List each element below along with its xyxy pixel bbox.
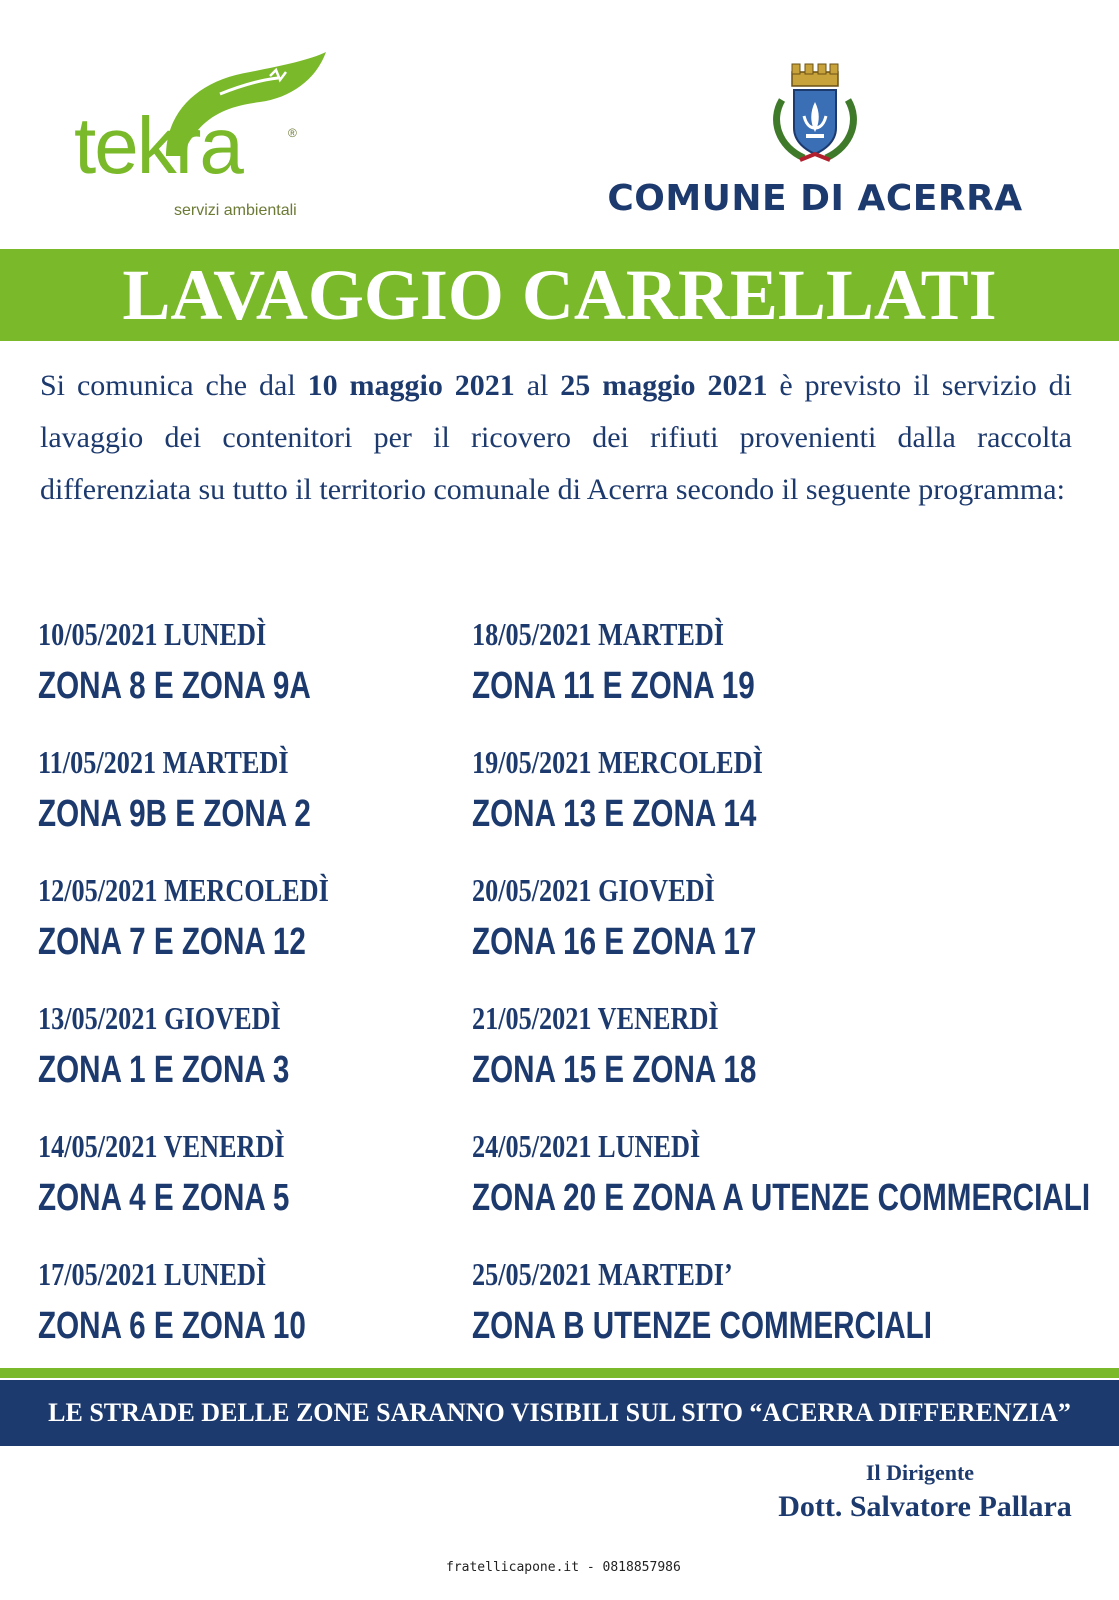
schedule-zones: ZONA B UTENZE COMMERCIALI bbox=[472, 1305, 932, 1347]
comune-name: COMUNE DI ACERRA bbox=[607, 178, 1023, 219]
schedule-date: 21/05/2021 VENERDÌ bbox=[472, 1000, 719, 1036]
schedule-date: 25/05/2021 MARTEDI’ bbox=[472, 1256, 733, 1292]
schedule-zones: ZONA 15 E ZONA 18 bbox=[472, 1049, 757, 1091]
crest-icon bbox=[760, 60, 870, 170]
schedule-item bbox=[38, 1126, 360, 1222]
schedule-date: 10/05/2021 LUNEDÌ bbox=[38, 616, 267, 652]
intro-paragraph bbox=[40, 360, 1072, 516]
schedule-zones: ZONA 1 E ZONA 3 bbox=[38, 1049, 290, 1091]
schedule-item bbox=[472, 1254, 1062, 1350]
schedule-item bbox=[472, 998, 837, 1094]
comune-logo bbox=[590, 60, 1040, 220]
schedule-zones: ZONA 8 E ZONA 9A bbox=[38, 665, 311, 707]
schedule-item bbox=[38, 870, 393, 966]
intro-text-1: Si comunica che dal bbox=[40, 369, 308, 402]
schedule-date: 19/05/2021 MERCOLEDÌ bbox=[472, 744, 763, 780]
schedule-zones: ZONA 6 E ZONA 10 bbox=[38, 1305, 306, 1347]
signature-label: Il Dirigente bbox=[865, 1460, 975, 1485]
schedule-date: 17/05/2021 LUNEDÌ bbox=[38, 1256, 267, 1292]
footer-notice: LE STRADE DELLE ZONE SARANNO VISIBILI SUL SITO “ACERRA DIFFERENZIA” bbox=[48, 1398, 1071, 1427]
tekra-tagline: servizi ambientali bbox=[174, 202, 297, 219]
schedule-date: 13/05/2021 GIOVEDÌ bbox=[38, 1000, 281, 1036]
schedule-item bbox=[472, 742, 837, 838]
schedule-date: 18/05/2021 MARTEDÌ bbox=[472, 616, 725, 652]
schedule-date: 14/05/2021 VENERDÌ bbox=[38, 1128, 285, 1164]
intro-date-to: 25 maggio 2021 bbox=[560, 369, 768, 402]
intro-text-3: è previsto il servizio di lavaggio dei contenitori per il ricovero dei rifiuti provenienti dalla raccolta differenziata su tutto il territorio comunale di Acerra secondo il seguente programma: bbox=[40, 369, 1072, 506]
schedule-zones: ZONA 13 E ZONA 14 bbox=[472, 793, 757, 835]
schedule-item bbox=[472, 614, 835, 710]
schedule-date: 12/05/2021 MERCOLEDÌ bbox=[38, 872, 329, 908]
schedule-zones: ZONA 16 E ZONA 17 bbox=[472, 921, 757, 963]
schedule-date: 11/05/2021 MARTEDÌ bbox=[38, 744, 289, 780]
schedule-item bbox=[38, 1254, 381, 1350]
printer-credit: fratellicapone.it - 0818857986 bbox=[446, 1560, 681, 1575]
schedule-item bbox=[38, 998, 360, 1094]
schedule-item bbox=[38, 614, 388, 710]
schedule-zones: ZONA 11 E ZONA 19 bbox=[472, 665, 755, 707]
tekra-logo bbox=[70, 50, 330, 230]
schedule-date: 20/05/2021 GIOVEDÌ bbox=[472, 872, 715, 908]
schedule-item bbox=[472, 1126, 1119, 1222]
schedule-zones: ZONA 7 E ZONA 12 bbox=[38, 921, 306, 963]
registered-mark: ® bbox=[288, 126, 297, 140]
schedule-zones: ZONA 20 E ZONA A UTENZE COMMERCIALI bbox=[472, 1177, 1091, 1219]
schedule-zones: ZONA 9B E ZONA 2 bbox=[38, 793, 311, 835]
intro-date-from: 10 maggio 2021 bbox=[307, 369, 515, 402]
tekra-wordmark: tekra bbox=[74, 101, 242, 190]
page-title: LAVAGGIO CARRELLATI bbox=[122, 255, 997, 335]
schedule-zones: ZONA 4 E ZONA 5 bbox=[38, 1177, 290, 1219]
intro-text-2: al bbox=[514, 369, 561, 402]
schedule-item bbox=[472, 870, 837, 966]
schedule-date: 24/05/2021 LUNEDÌ bbox=[472, 1128, 701, 1164]
signature-name: Dott. Salvatore Pallara bbox=[778, 1490, 1072, 1523]
divider-line bbox=[0, 1368, 1119, 1378]
schedule-item bbox=[38, 742, 388, 838]
